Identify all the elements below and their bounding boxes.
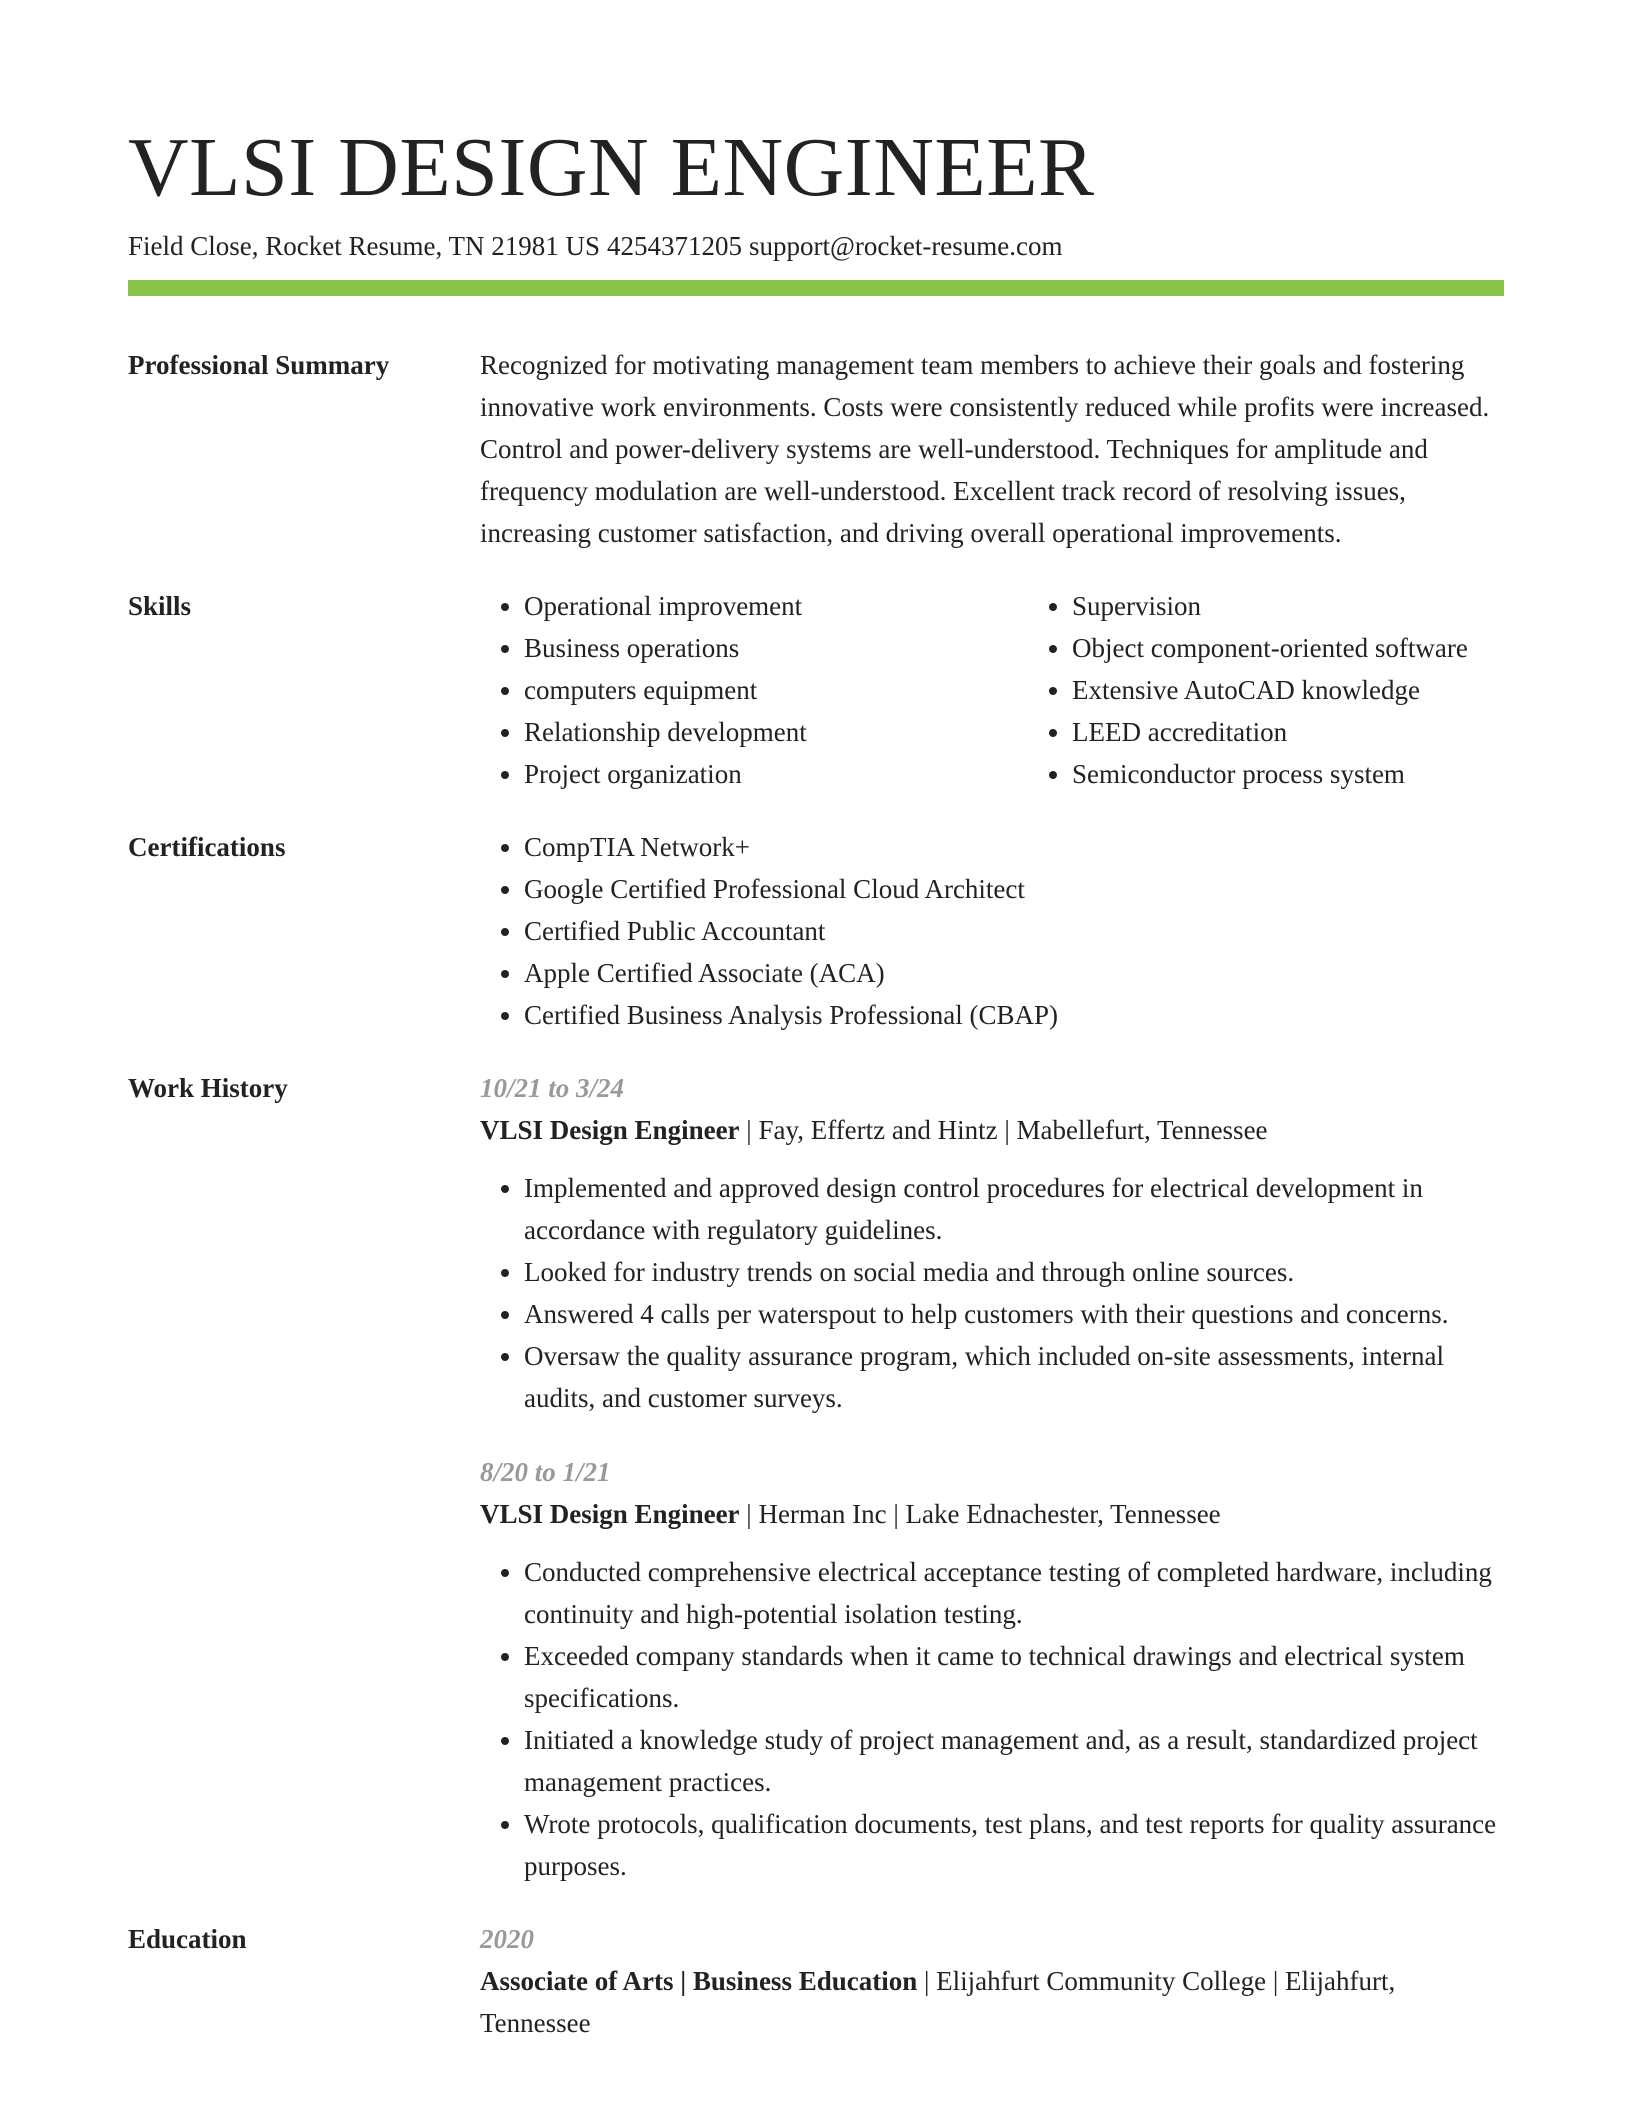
education-degree: Associate of Arts | Business Education <box>480 1966 918 1996</box>
job-heading <box>480 1493 1504 1535</box>
section-title-work: Work History <box>128 1073 288 1103</box>
skill-item: • Business operations <box>524 627 1028 669</box>
skill-item: • Project organization <box>524 753 1028 795</box>
section-title-summary: Professional Summary <box>128 350 390 380</box>
job-dates: 8/20 to 1/21 <box>480 1457 611 1487</box>
skill-item: • computers equipment <box>524 669 1028 711</box>
job-company: | Fay, Effertz and Hintz | Mabellefurt, Tennessee <box>739 1115 1268 1145</box>
job-title: VLSI Design Engineer <box>480 1499 740 1529</box>
job-bullet: • Exceeded company standards when it came to technical drawings and electrical system specifications. <box>524 1635 1504 1719</box>
skills-section <box>128 585 1504 795</box>
email: support@rocket-resume.com <box>749 231 1063 261</box>
skill-item: • Relationship development <box>524 711 1028 753</box>
education-heading <box>480 1960 1504 2044</box>
job-bullet: • Initiated a knowledge study of project management and, as a result, standardized project management practices. <box>524 1719 1504 1803</box>
certification-item: • Google Certified Professional Cloud Architect <box>524 868 1504 910</box>
skill-item: • Extensive AutoCAD knowledge <box>1072 669 1576 711</box>
summary-text: Recognized for motivating management team members to achieve their goals and fostering innovative work environments. Costs were consistently reduced while profits were increased. Control and power-delivery systems are well-understood. Techniques for amplitude and frequency modulation are well-understood. Excellent track record of resolving issues, increasing customer satisfaction, and driving overall operational improvements. <box>480 350 1490 548</box>
certification-item: • Certified Business Analysis Professional (CBAP) <box>524 994 1504 1036</box>
job-entry <box>480 1067 1504 1419</box>
job-bullet: • Implemented and approved design control procedures for electrical development in accordance with regulatory guidelines. <box>524 1167 1504 1251</box>
certifications-section <box>128 826 1504 1036</box>
skill-item: • LEED accreditation <box>1072 711 1576 753</box>
job-company: | Herman Inc | Lake Ednachester, Tennessee <box>739 1499 1221 1529</box>
resume-page <box>128 118 1504 2044</box>
accent-divider <box>128 280 1504 296</box>
address: Field Close, Rocket Resume, TN 21981 US <box>128 231 600 261</box>
skill-item: • Object component-oriented software <box>1072 627 1576 669</box>
job-bullet: • Answered 4 calls per waterspout to help customers with their questions and concerns. <box>524 1293 1504 1335</box>
skill-item: • Semiconductor process system <box>1072 753 1576 795</box>
certifications-list <box>480 826 1504 1036</box>
resume-name: VLSI DESIGN ENGINEER <box>128 121 1095 214</box>
job-bullet: • Conducted comprehensive electrical acceptance testing of completed hardware, including continuity and high-potential isolation testing. <box>524 1551 1504 1635</box>
job-dates: 10/21 to 3/24 <box>480 1073 625 1103</box>
skill-item: • Supervision <box>1072 585 1576 627</box>
skills-list-left <box>480 585 1028 795</box>
job-bullet: • Oversaw the quality assurance program, which included on-site assessments, internal audits, and customer surveys. <box>524 1335 1504 1419</box>
skill-item: • Operational improvement <box>524 585 1028 627</box>
job-entry <box>480 1451 1504 1887</box>
work-history-section <box>128 1067 1504 1887</box>
job-bullets <box>480 1551 1504 1887</box>
certification-item: • CompTIA Network+ <box>524 826 1504 868</box>
certification-item: • Certified Public Accountant <box>524 910 1504 952</box>
section-title-certifications: Certifications <box>128 832 286 862</box>
contact-line <box>128 228 1504 264</box>
job-heading <box>480 1109 1504 1151</box>
job-bullet: • Wrote protocols, qualification documents, test plans, and test reports for quality assurance purposes. <box>524 1803 1504 1887</box>
job-bullets <box>480 1167 1504 1419</box>
education-year: 2020 <box>480 1924 534 1954</box>
section-title-education: Education <box>128 1924 247 1954</box>
skills-list-right <box>1028 585 1576 795</box>
summary-section <box>128 344 1504 554</box>
education-school: | Elijahfurt Community College | Elijahfurt, Tennessee <box>480 1966 1396 2038</box>
education-section <box>128 1918 1504 2044</box>
certification-item: • Apple Certified Associate (ACA) <box>524 952 1504 994</box>
phone: 4254371205 <box>607 231 742 261</box>
job-bullet: • Looked for industry trends on social media and through online sources. <box>524 1251 1504 1293</box>
section-title-skills: Skills <box>128 591 192 621</box>
job-title: VLSI Design Engineer <box>480 1115 740 1145</box>
